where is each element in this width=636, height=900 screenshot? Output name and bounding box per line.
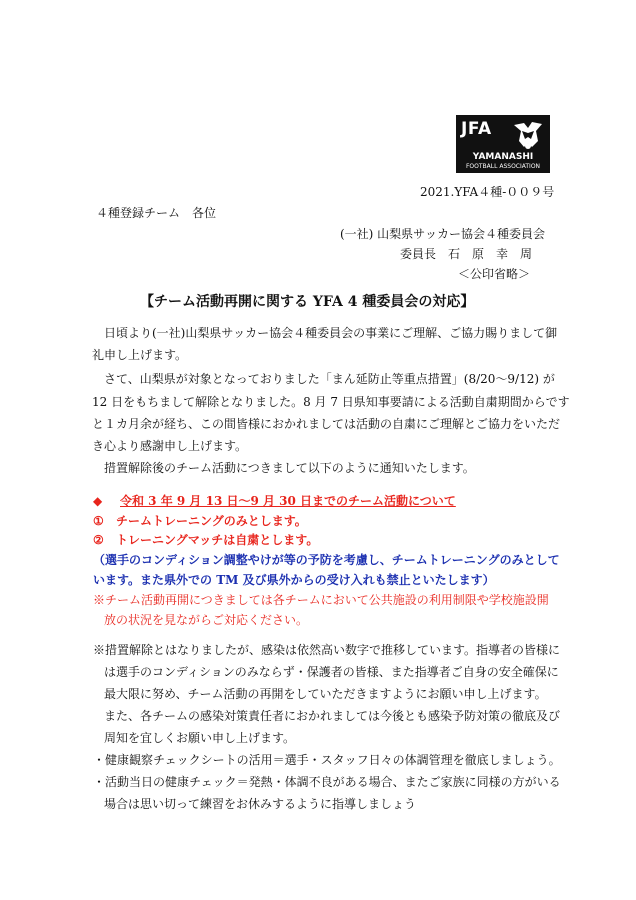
body-line-1: 日頃より(一社)山梨県サッカー協会４種委員会の事業にご理解、ご協力賜りまして御	[104, 326, 558, 340]
body-line-2: 礼申し上げます。	[92, 348, 188, 362]
body-line-7: 措置解除後のチーム活動につきまして以下のように通知いたします。	[104, 461, 475, 475]
footer-line-3: 最大限に努め、チーム活動の再開をしていただきますようにお願い申し上げます。	[104, 687, 547, 701]
footer-line-5: 周知を宜しくお願い申し上げます。	[104, 731, 296, 745]
notice-red-line-1: ※チーム活動再開につきましては各チームにおいて公共施設の利用制限や学校施設開	[93, 593, 549, 607]
document-number: 2021.YFA４種-００９号	[420, 185, 555, 199]
logo-sub-text: FOOTBALL ASSOCIATION	[465, 163, 541, 170]
footer-line-8: 場合は思い切って練習をお休みするように指導しましょう	[104, 797, 417, 811]
notice-item-2-number: ②	[93, 533, 104, 547]
notice-blue-line-2: います。また県外での TM 及び県外からの受け入れも禁止といたします）	[93, 573, 495, 587]
logo-jfa-text: JFA	[461, 119, 492, 139]
body-line-5: と１カ月余が経ち、この間皆様におかれましては活動の自粛にご理解とご協力をいただ	[92, 417, 561, 431]
crow-emblem-icon	[512, 119, 544, 151]
sender-organization: (一社) 山梨県サッカー協会４種委員会	[340, 227, 545, 241]
notice-heading: 令和 3 年 9 月 13 日～9 月 30 日までのチーム活動について	[120, 494, 456, 508]
body-line-6: き心より感謝申し上げます。	[92, 439, 248, 453]
seal-omitted-note: ＜公印省略＞	[458, 267, 531, 281]
notice-heading-bullet: ◆	[93, 494, 103, 508]
footer-line-6: ・健康観察チェックシートの活用＝選手・スタッフ日々の体調管理を徹底しましょう。	[93, 753, 561, 767]
footer-line-7: ・活動当日の健康チェック＝発熱・体調不良がある場合、またご家族に同様の方がいる	[93, 775, 561, 789]
jfa-yamanashi-logo	[456, 115, 550, 173]
notice-item-1: チームトレーニングのみとします。	[116, 514, 307, 528]
notice-blue-line-1: （選手のコンディション調整やけが等の予防を考慮し、チームトレーニングのみとして	[93, 553, 560, 567]
footer-line-2: は選手のコンディションのみならず・保護者の皆様、また指導者ご自身の安全確保に	[104, 665, 559, 679]
sender-chair: 委員長 石 原 幸 周	[400, 247, 533, 261]
body-line-3: さて、山梨県が対象となっておりました「まん延防止等重点措置」(8/20～9/12) が	[104, 372, 555, 386]
logo-name-text: YAMANASHI	[472, 152, 534, 162]
notice-red-line-2: 放の状況を見ながらご対応ください。	[104, 613, 309, 627]
notice-item-2: トレーニングマッチは自粛とします。	[116, 533, 319, 547]
notice-item-1-number: ①	[93, 514, 104, 528]
footer-line-1: ※措置解除とはなりましたが、感染は依然高い数字で推移しています。指導者の皆様に	[93, 643, 561, 657]
footer-line-4: また、各チームの感染対策責任者におかれましては今後とも感染予防対策の徹底及び	[104, 709, 561, 723]
body-line-4: 12 日をもちまして解除となりました。8 月 7 日県知事要請による活動自粛期間からです	[92, 395, 570, 409]
addressee: ４種登録チーム 各位	[96, 206, 217, 220]
document-title: 【チーム活動再開に関する YFA 4 種委員会の対応】	[140, 294, 475, 310]
